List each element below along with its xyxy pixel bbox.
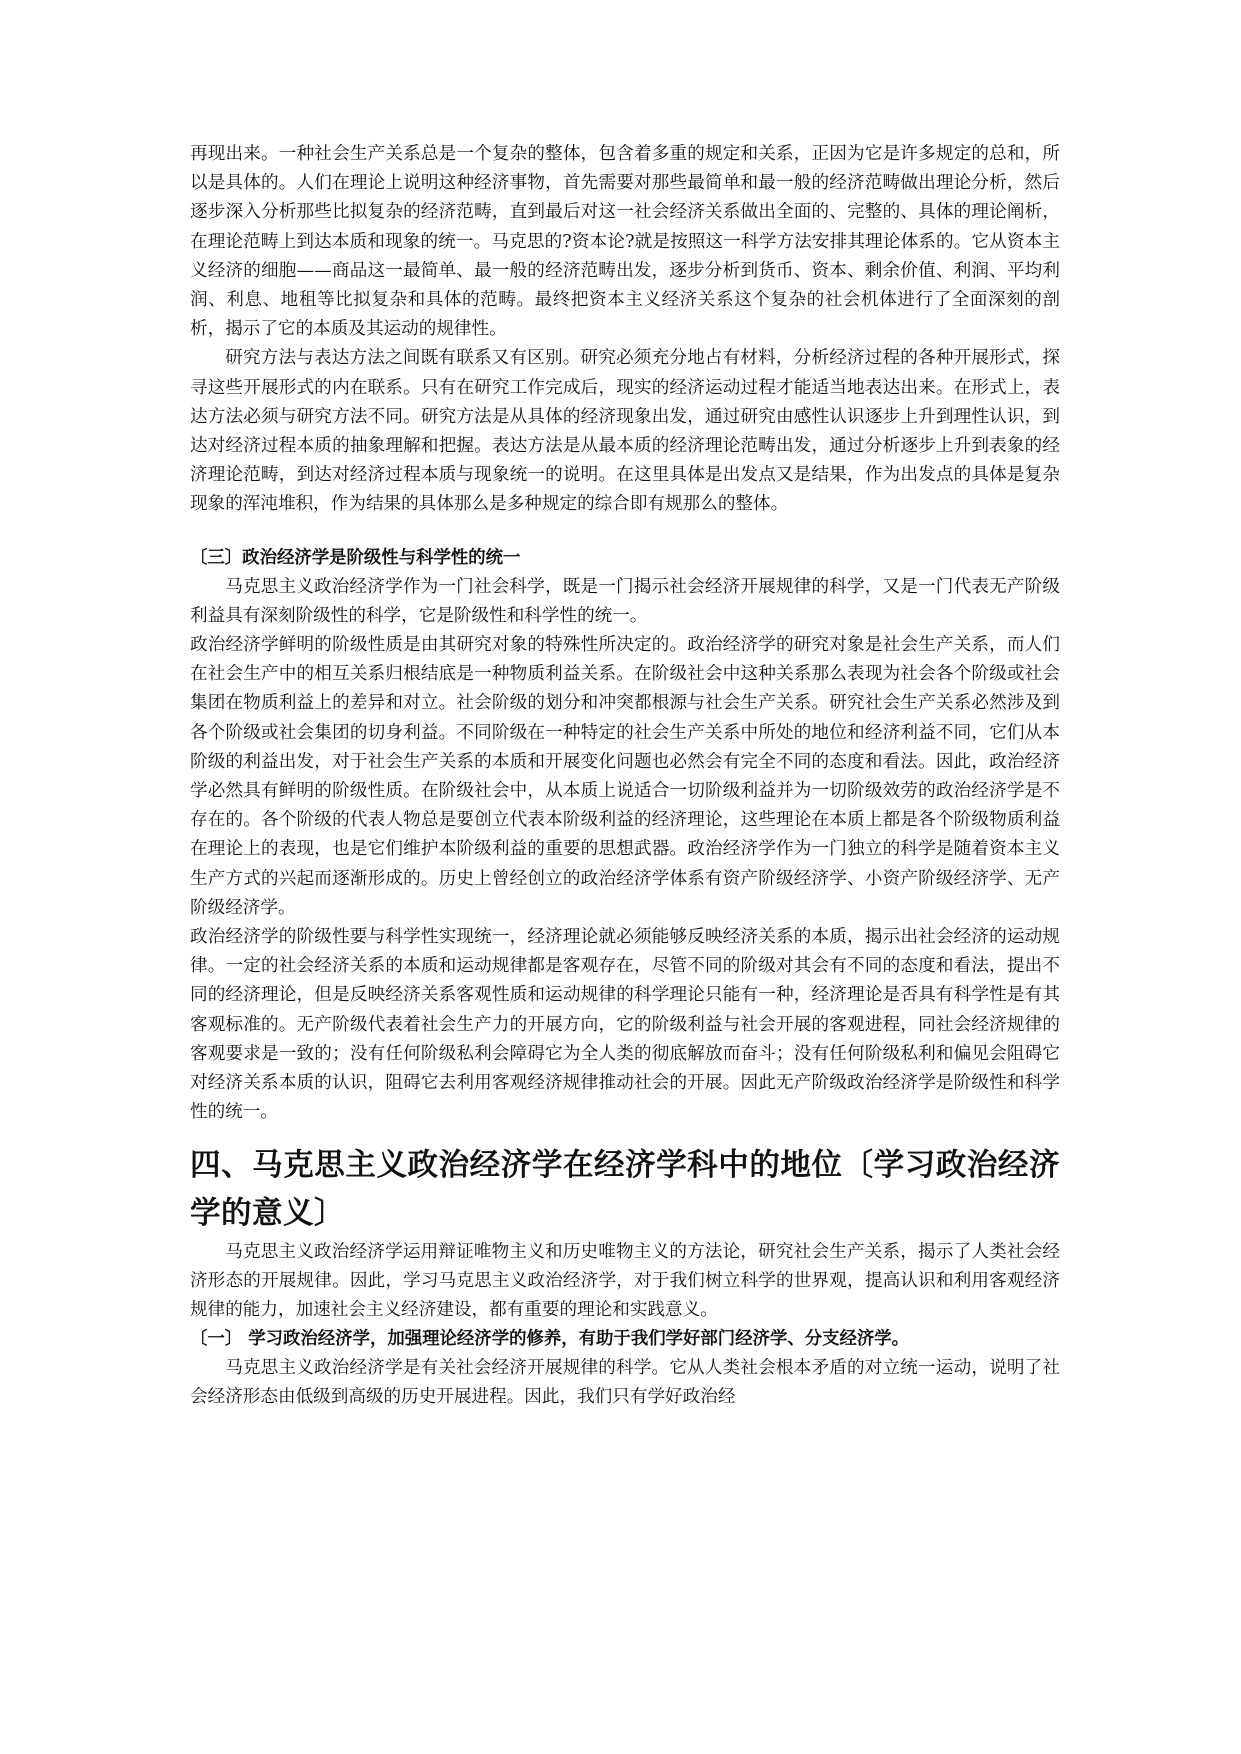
section-heading: 〔三〕政治经济学是阶级性与科学性的统一 (190, 547, 521, 568)
paragraph: 马克思主义政治经济学是有关社会经济开展规律的科学。它从人类社会根本矛盾的对立统一运动，说明了社会经济形态由低级到高级的历史开展进程。因此，我们只有学好政治经 (190, 1358, 1060, 1408)
section-heading: 〔一〕 学习政治经济学，加强理论经济学的修养，有助于我们学好部门经济学、分支经济学。 (190, 1329, 910, 1350)
document-page (190, 140, 1060, 1413)
paragraph: 马克思主义政治经济学作为一门社会科学，既是一门揭示社会经济开展规律的科学，又是一门代表无产阶级利益具有深刻阶级性的科学，它是阶级性和科学性的统一。 (190, 576, 1060, 626)
paragraph: 马克思主义政治经济学运用辩证唯物主义和历史唯物主义的方法论，研究社会生产关系，揭示了人类社会经济形态的开展规律。因此，学习马克思主义政治经济学，对于我们树立科学的世界观，提高认识和利用客观经济规律的能力，加速社会主义经济建设，都有重要的理论和实践意义。 (190, 1241, 1060, 1320)
paragraph: 再现出来。一种社会生产关系总是一个复杂的整体，包含着多重的规定和关系，正因为它是许多规定的总和，所以是具体的。人们在理论上说明这种经济事物，首先需要对那些最简单和最一般的经济范畴做出理论分析，然后逐步深入分析那些比拟复杂的经济范畴，直到最后对这一社会经济关系做出全面的、完整的、具体的理论阐析，在理论范畴上到达本质和现象的统一。马克思的?资本论?就是按照这一科学方法安排其理论体系的。它从资本主义经济的细胞——商品这一最简单、最一般的经济范畴出发，逐步分析到货币、资本、剩余价值、利润、平均利润、利息、地租等比拟复杂和具体的范畴。最终把资本主义经济关系这个复杂的社会机体进行了全面深刻的剖析，揭示了它的本质及其运动的规律性。 (190, 144, 1060, 340)
paragraph: 政治经济学的阶级性要与科学性实现统一，经济理论就必须能够反映经济关系的本质，揭示出社会经济的运动规律。一定的社会经济关系的本质和运动规律都是客观存在，尽管不同的阶级对其会有不同的态度和看法，提出不同的经济理论，但是反映经济关系客观性质和运动规律的科学理论只能有一种，经济理论是否具有科学性是有其客观标准的。无产阶级代表着社会生产力的开展方向，它的阶级利益与社会开展的客观进程，同社会经济规律的客观要求是一致的；没有任何阶级私利会障碍它为全人类的彻底解放而奋斗；没有任何阶级私利和偏见会阻碍它对经济关系本质的认识，阻碍它去利用客观经济规律推动社会的开展。因此无产阶级政治经济学是阶级性和科学性的统一。 (190, 927, 1060, 1123)
paragraph: 研究方法与表达方法之间既有联系又有区别。研究必须充分地占有材料，分析经济过程的各种开展形式，探寻这些开展形式的内在联系。只有在研究工作完成后，现实的经济运动过程才能适当地表达出来。在形式上，表达方法必须与研究方法不同。研究方法是从具体的经济现象出发，通过研究由感性认识逐步上升到理性认识，到达对经济过程本质的抽象理解和把握。表达方法是从最本质的经济理论范畴出发，通过分析逐步上升到表象的经济理论范畴，到达对经济过程本质与现象统一的说明。在这里具体是出发点又是结果，作为出发点的具体是复杂现象的浑沌堆积，作为结果的具体那么是多种规定的综合即有规那么的整体。 (190, 348, 1060, 515)
chapter-heading: 四、马克思主义政治经济学在经济学科中的地位〔学习政治经济学的意义〕 (190, 1147, 1060, 1231)
paragraph: 政治经济学鲜明的阶级性质是由其研究对象的特殊性所决定的。政治经济学的研究对象是社会生产关系，而人们在社会生产中的相互关系归根结底是一种物质利益关系。在阶级社会中这种关系那么表现为社会各个阶级或社会集团在物质利益上的差异和对立。社会阶级的划分和冲突都根源与社会生产关系。研究社会生产关系必然涉及到各个阶级或社会集团的切身利益。不同阶级在一种特定的社会生产关系中所处的地位和经济利益不同，它们从本阶级的利益出发，对于社会生产关系的本质和开展变化问题也必然会有完全不同的态度和看法。因此，政治经济学必然具有鲜明的阶级性质。在阶级社会中，从本质上说适合一切阶级利益并为一切阶级效劳的政治经济学是不存在的。各个阶级的代表人物总是要创立代表本阶级利益的经济理论，这些理论在本质上都是各个阶级物质利益在理论上的表现，也是它们维护本阶级利益的重要的思想武器。政治经济学作为一门独立的科学是随着资本主义生产方式的兴起而逐渐形成的。历史上曾经创立的政治经济学体系有资产阶级经济学、小资产阶级经济学、无产阶级经济学。 (190, 635, 1060, 918)
